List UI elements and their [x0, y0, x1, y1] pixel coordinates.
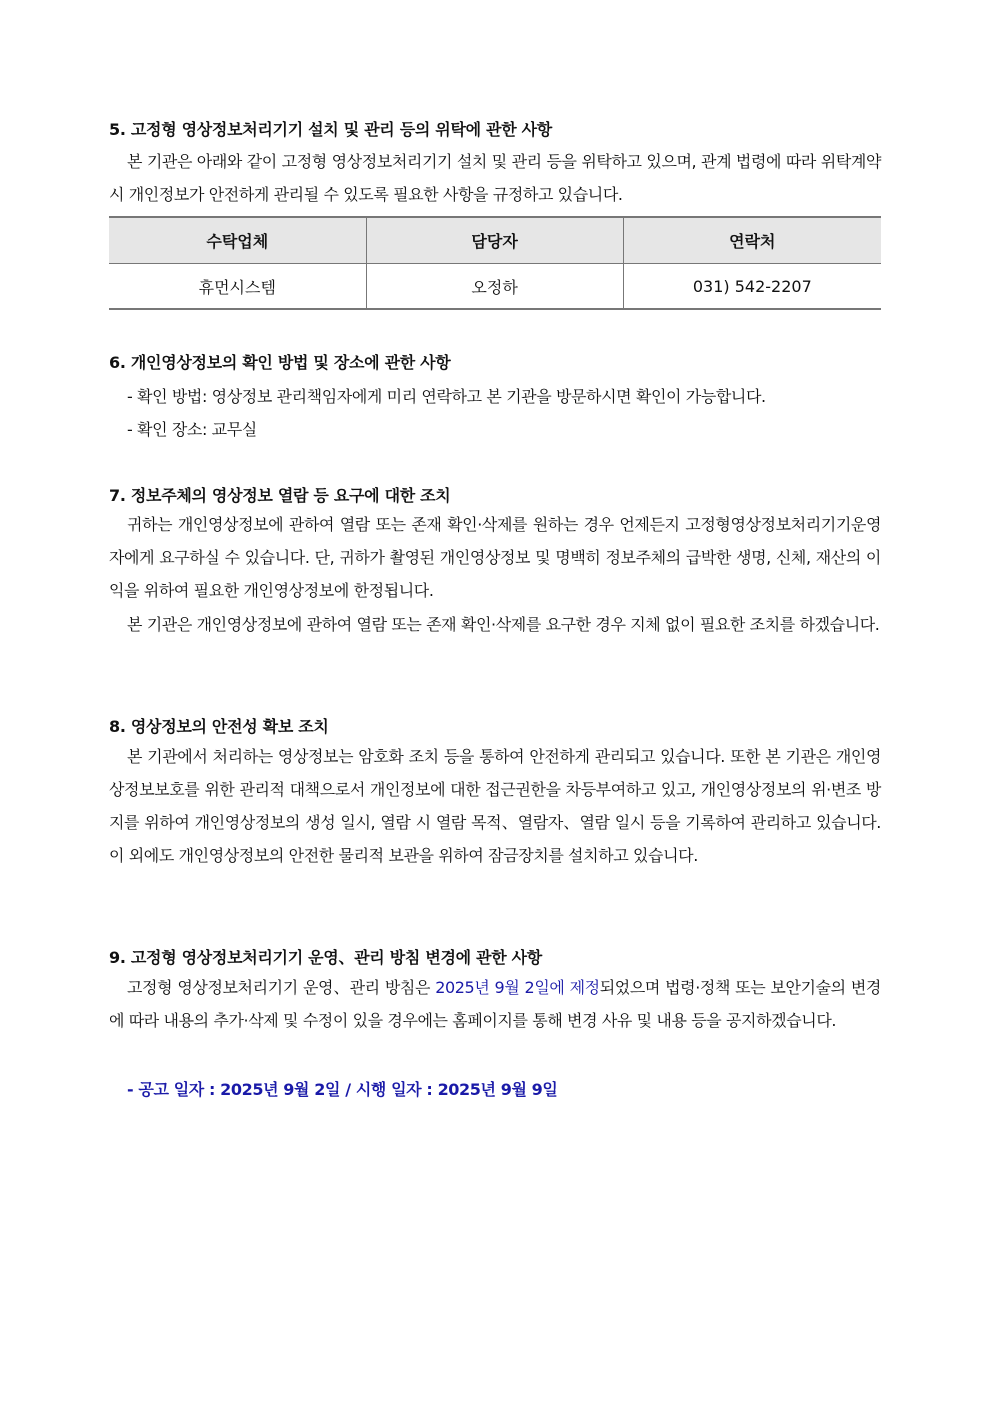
table-header-row: [109, 217, 881, 264]
cell-contractor: 휴먼시스템: [109, 264, 366, 310]
header-manager: 담당자: [366, 217, 623, 264]
section-7-paragraph-1: [109, 508, 881, 607]
section-9-text-post: 되었으며 법령·정책 또는 보안기술의 변경에 따라 내용의 추가·삭제 및 수정이 있을 경우에는 홈페이지를 통해 변경 사유 및 내용 등을 공지하겠습니다.: [109, 978, 881, 1030]
section-6-item-location: - 확인 장소: 교무실: [127, 420, 257, 439]
section-7-text-2: 본 기관은 개인영상정보에 관하여 열람 또는 존재 확인·삭제를 요구한 경우 지체 없이 필요한 조치를 하겠습니다.: [127, 615, 880, 634]
section-7-title: 7. 정보주체의 영상정보 열람 등 요구에 대한 조치: [109, 486, 451, 505]
section-8-title: 8. 영상정보의 안전성 확보 조치: [109, 717, 329, 736]
cell-manager: 오정하: [366, 264, 623, 310]
section-9-notice-dates: - 공고 일자 : 2025년 9월 2일 / 시행 일자 : 2025년 9월 9일: [127, 1080, 558, 1099]
section-9-enactment-date: 2025년 9월 2일에 제정: [435, 978, 600, 997]
section-5-text: 본 기관은 아래와 같이 고정형 영상정보처리기기 설치 및 관리 등을 위탁하고 있으며, 관계 법령에 따라 위탁계약 시 개인정보가 안전하게 관리될 수 있도록 필요한 사항을 규정하고 있습니다.: [109, 152, 881, 204]
section-5-paragraph: [109, 145, 881, 211]
section-7-paragraph-2: [109, 608, 881, 641]
section-8-paragraph: [109, 740, 881, 872]
header-contractor: 수탁업체: [109, 217, 366, 264]
section-6-item-method: - 확인 방법: 영상정보 관리책임자에게 미리 연락하고 본 기관을 방문하시면 확인이 가능합니다.: [127, 387, 766, 406]
section-7-text-1: 귀하는 개인영상정보에 관하여 열람 또는 존재 확인·삭제를 원하는 경우 언제든지 고정형영상정보처리기기운영자에게 요구하실 수 있습니다. 단, 귀하가 촬영된 개인영상정보 및 명백히 정보주체의 급박한 생명, 신체, 재산의 이익을 위하여 필요한 개인영상정보에 한정됩니다.: [109, 515, 881, 600]
section-9-title: 9. 고정형 영상정보처리기기 운영、관리 방침 변경에 관한 사항: [109, 948, 542, 967]
contractor-table: [109, 216, 881, 310]
header-contact: 연락처: [623, 217, 881, 264]
section-8-text: 본 기관에서 처리하는 영상정보는 암호화 조치 등을 통하여 안전하게 관리되고 있습니다. 또한 본 기관은 개인영상정보보호를 위한 관리적 대책으로서 개인정보에 대한 접근권한을 차등부여하고 있고, 개인영상정보의 위·변조 방지를 위하여 개인영상정보의 생성 일시, 열람 시 열람 목적、열람자、열람 일시 등을 기록하여 관리하고 있습니다. 이 외에도 개인영상정보의 안전한 물리적 보관을 위하여 잠금장치를 설치하고 있습니다.: [109, 747, 881, 865]
section-6-title: 6. 개인영상정보의 확인 방법 및 장소에 관한 사항: [109, 353, 451, 372]
cell-contact: 031) 542-2207: [623, 264, 881, 310]
section-9-text-pre: 고정형 영상정보처리기기 운영、관리 방침은: [127, 978, 436, 997]
table-row: [109, 264, 881, 310]
section-5-title: 5. 고정형 영상정보처리기기 설치 및 관리 등의 위탁에 관한 사항: [109, 120, 552, 139]
section-9-paragraph: [109, 971, 881, 1037]
